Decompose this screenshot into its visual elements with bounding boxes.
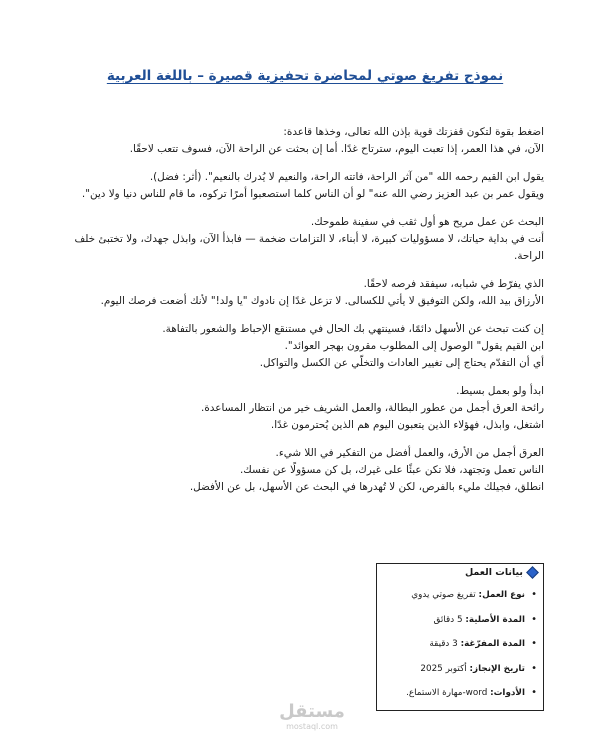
details-item (379, 637, 539, 662)
paragraph-line: الذي يفرّط في شبابه، سيفقد فرصه لاحقًا. (363, 278, 544, 290)
details-item-key: المدة المفرّغة: (460, 639, 525, 649)
paragraph-line: اضغط بقوة لتكون قفزتك قوية بإذن الله تعالى، وخذها قاعدة: (283, 126, 544, 138)
paragraph (64, 169, 544, 203)
mostaql-watermark (268, 702, 356, 732)
document-title: نموذج تفريغ صوتي لمحاضرة تحفيزية قصيرة – باللغة العربية (106, 68, 504, 84)
details-item-key: نوع العمل: (478, 590, 525, 600)
details-item-key: تاريخ الإنجاز: (469, 663, 525, 674)
paragraph-line: الآن، في هذا العمر، إذا تعبت اليوم، سترتاح غدًا. أما إن بحثت عن الراحة الآن، فسوف تتعب لاحقًا. (129, 143, 544, 155)
document-body (64, 124, 544, 507)
paragraph (64, 276, 544, 310)
paragraph-line: الأرزاق بيد الله، ولكن التوفيق لا يأتي للكسالى. لا تزعل غدًا إن نادوك "يا ولد!" لأنك أضعت فرصك اليوم. (100, 295, 544, 307)
paragraph (64, 214, 544, 265)
details-item-value: word-مهارة الاستماع. (406, 688, 491, 698)
paragraph (64, 321, 544, 372)
paragraph (64, 383, 544, 434)
details-item (379, 662, 539, 687)
watermark-url: mostaql.com (286, 722, 338, 731)
paragraph-line: إن كنت تبحث عن الأسهل دائمًا، فسينتهي بك الحال في مستنقع الإحباط والشعور بالتفاهة. (162, 323, 544, 335)
details-item-key: المدة الأصلية: (465, 614, 525, 625)
paragraph-line: رائحة العرق أجمل من عطور البطالة، والعمل الشريف خير من انتظار المساعدة. (201, 402, 544, 414)
details-item-value: 5 دقائق (433, 614, 466, 625)
paragraph-line: ويقول عمر بن عبد العزيز رضي الله عنه" لو أن الناس كلما استصعبوا أمرًا تركوه، ما قام للناس دنيا ولا دين". (81, 188, 544, 200)
paragraph-line: انطلق، فجيلك مليء بالفرص، لكن لا تُهدرها في البحث عن الأسهل، بل عن الأفضل. (189, 481, 544, 493)
details-item-key: الأدوات: (490, 688, 525, 698)
paragraph-line: أي أن التقدّم يحتاج إلى تغيير العادات والتخلّي عن الكسل والتواكل. (259, 357, 544, 369)
details-item-value: 3 دقيقة (429, 639, 461, 649)
work-details-box (376, 563, 544, 711)
paragraph-line: ابن القيم يقول" الوصول إلى المطلوب مقرون بهجر العوائد". (284, 340, 544, 352)
details-box-title (465, 567, 537, 578)
paragraph-line: ابدأ ولو بعمل بسيط. (456, 385, 544, 397)
details-item-value: أكتوبر 2025 (420, 663, 470, 674)
paragraph-line: البحث عن عمل مريح هو أول ثقب في سفينة طموحك. (310, 216, 544, 228)
paragraph (64, 445, 544, 496)
watermark-word: مستقل (279, 701, 345, 722)
paragraph-line: يقول ابن القيم رحمه الله "من آثر الراحة، فاتته الراحة، والنعيم لا يُدرك بالنعيم". (أثر: فضل). (149, 171, 544, 183)
details-item-value: تفريغ صوتي يدوي (411, 590, 479, 600)
details-box-title-text: بيانات العمل (464, 567, 523, 578)
details-item (379, 588, 539, 613)
paragraph (64, 124, 544, 158)
details-list (379, 588, 539, 711)
paragraph-line: أنت في بداية حياتك، لا مسؤوليات كبيرة، لا أبناء، لا التزامات ضخمة — فابذأ الآن، وابذل جهدك، ولا تختبئ خلف الراحة. (74, 233, 544, 262)
paragraph-line: العرق أجمل من الأرق، والعمل أفضل من التفكير في اللا شيء. (275, 447, 544, 459)
details-item (379, 613, 539, 638)
paragraph-line: الناس تعمل وتجتهد، فلا تكن عبئًا على غيرك، بل كن مسؤولًا عن نفسك. (239, 464, 544, 476)
blue-diamond-icon (526, 566, 539, 579)
details-item (379, 686, 539, 711)
paragraph-line: اشتغل، وابذل، فهؤلاء الذين يتعبون اليوم هم الذين يُحترمون غدًا. (270, 419, 544, 431)
